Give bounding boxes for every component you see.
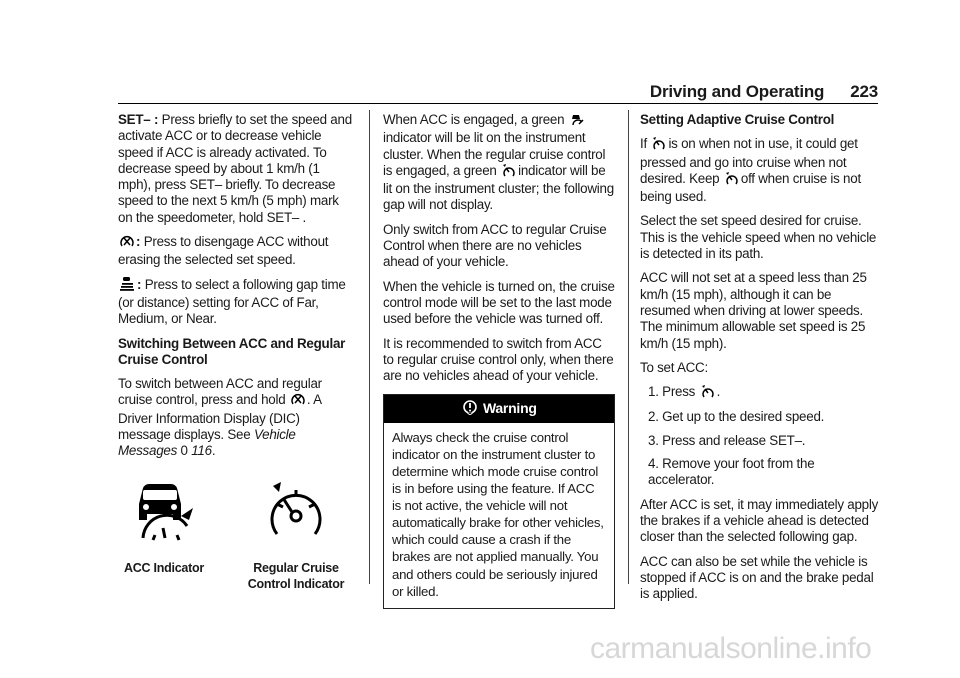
- column-3: [640, 112, 880, 610]
- cruise-control-icon: [725, 172, 739, 189]
- step-1-end: .: [716, 384, 721, 400]
- recommended-paragraph: It is recommended to switch from ACC to regular cruise control only, when there are no vehicles ahead of your vehicle.: [383, 335, 614, 384]
- cruise-cancel-icon: [120, 235, 134, 252]
- indicator-figures: [118, 480, 354, 592]
- if-on-text-c: off when cruise is not being used.: [640, 170, 861, 205]
- select-speed-paragraph: Select the set speed desired for cruise. This is the vehicle speed when no vehicle is detected in its path.: [640, 213, 877, 262]
- acc-indicator-figure: [118, 480, 210, 592]
- section-title: Driving and Operating: [649, 82, 825, 101]
- switch-only-paragraph: Only switch from ACC to regular Cruise Control when there are no vehicles ahead of your vehicle.: [383, 221, 607, 270]
- acc-indicator-caption: ACC Indicator: [123, 560, 205, 575]
- switching-period: .: [211, 443, 216, 459]
- switching-paragraph: [118, 376, 354, 459]
- list-item: 3. Press and release SET–.: [648, 432, 806, 448]
- warning-icon: [463, 400, 477, 418]
- if-on-text-a: If: [640, 136, 647, 152]
- page-ref-number: 116: [191, 443, 212, 459]
- cruise-control-icon: [652, 137, 666, 154]
- switching-text-b: . A Driver Information Display (DIC) message displays. See: [118, 392, 322, 443]
- regular-cruise-indicator-icon: [265, 480, 327, 542]
- column-divider-2: [628, 110, 629, 584]
- stopped-paragraph: ACC can also be set while the vehicle is stopped if ACC is on and the brake pedal is applied.: [640, 553, 874, 602]
- gap-sep: :: [137, 276, 142, 292]
- page-ref-arrow: 0: [180, 443, 188, 459]
- list-item: [640, 384, 880, 402]
- set-minus-text: Press briefly to set the speed and activate ACC or to decrease vehicle speed if ACC is already activated. To decrease speed by about 1 km/h (1 mph), press SET– briefly. To decrease speed to the next 5 km/h (5 mph) mark on the speedometer, hold SET– .: [118, 112, 352, 225]
- warning-text: Always check the cruise control indicator on the instrument cluster to determine which mode cruise control is in before using the feature. If ACC is not active, the vehicle will not automatically brake for other vehicles, which could cause a crash if the brakes are not applied manually. You and others could be seriously injured or killed.: [392, 429, 604, 599]
- column-divider-1: [369, 110, 370, 584]
- header-rule: [118, 103, 878, 104]
- gap-paragraph: [118, 277, 354, 328]
- engaged-text-c: indicator will be lit on the instrument cluster; the following gap will not display.: [383, 162, 614, 213]
- column-1: [118, 112, 354, 592]
- set-minus-paragraph: [118, 112, 354, 226]
- last-mode-paragraph: When the vehicle is turned on, the cruise control mode will be set to the last mode used before the vehicle was turned off.: [383, 278, 615, 327]
- column-2: [383, 112, 615, 609]
- cancel-text: Press to disengage ACC without erasing the selected set speed.: [118, 234, 329, 268]
- cruise-control-icon: [701, 385, 715, 402]
- list-item: 4. Remove your foot from the accelerator.: [648, 456, 815, 488]
- if-on-text-b: is on when not in use, it could get pressed and go into cruise when not desired. Keep: [640, 136, 858, 186]
- acc-indicator-icon: [570, 113, 584, 130]
- regular-cruise-figure: [238, 480, 354, 592]
- engaged-paragraph: [383, 112, 615, 214]
- cancel-paragraph: [118, 234, 354, 269]
- after-set-paragraph: After ACC is set, it may immediately apply the brakes if a vehicle ahead is detected closer than the selected following gap.: [640, 496, 879, 545]
- vehicle-messages-link[interactable]: Vehicle Messages: [118, 427, 296, 459]
- engaged-text-b: indicator will be lit on the instrument cluster. When the regular cruise control is engaged, a green: [383, 130, 606, 178]
- set-acc-steps: [640, 384, 880, 488]
- list-item: 2. Get up to the desired speed.: [648, 409, 825, 425]
- warning-box: [383, 394, 615, 608]
- set-minus-label: SET– :: [118, 112, 159, 127]
- warning-title: Warning: [482, 400, 537, 417]
- engaged-text-a: When ACC is engaged, a green: [383, 112, 565, 127]
- page-number: 223: [850, 82, 878, 101]
- following-gap-icon: [120, 277, 135, 295]
- regular-cruise-caption: Regular Cruise Control Indicator: [247, 560, 345, 591]
- gap-text: Press to select a following gap time (or distance) setting for ACC of Far, Medium, or Near.: [118, 276, 346, 327]
- warning-header: [384, 395, 614, 422]
- watermark: carmanualsonline.info: [590, 632, 872, 665]
- switching-heading: Switching Between ACC and Regular Cruise Control: [118, 335, 346, 367]
- min-speed-paragraph: ACC will not set at a speed less than 25 km/h (15 mph), although it can be resumed when driving at lower speeds. The minimum allowable set speed is 25 km/h (15 mph).: [640, 270, 867, 351]
- to-set-acc-paragraph: To set ACC:: [640, 359, 708, 375]
- cruise-cancel-icon: [291, 393, 305, 410]
- cancel-sep: :: [136, 234, 141, 250]
- setting-acc-heading: Setting Adaptive Cruise Control: [640, 112, 835, 127]
- acc-indicator-icon: [133, 480, 195, 542]
- step-1-text: 1. Press: [648, 384, 696, 400]
- switching-text-a: To switch between ACC and regular cruise control, press and hold: [118, 376, 322, 408]
- page-header: [640, 82, 878, 102]
- cruise-control-icon: [502, 164, 516, 181]
- if-on-paragraph: [640, 136, 880, 205]
